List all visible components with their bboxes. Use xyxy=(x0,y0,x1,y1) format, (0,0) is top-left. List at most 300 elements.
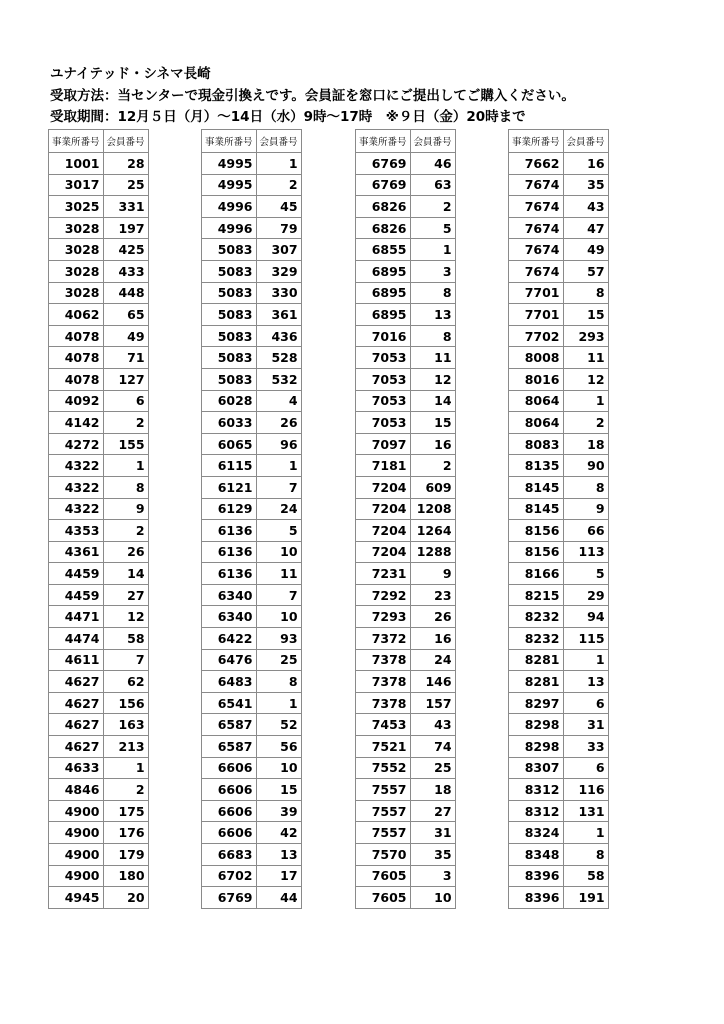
member-number-cell: 18 xyxy=(563,433,608,455)
member-number-cell: 96 xyxy=(256,433,301,455)
office-number-cell: 7557 xyxy=(356,779,411,801)
table-row xyxy=(202,800,302,822)
office-number-cell: 6769 xyxy=(202,887,257,909)
member-number-cell: 8 xyxy=(563,282,608,304)
table-row xyxy=(356,563,456,585)
member-table-3 xyxy=(355,129,456,909)
office-number-cell: 7204 xyxy=(356,498,411,520)
table-row xyxy=(202,563,302,585)
office-number-cell: 6769 xyxy=(356,174,411,196)
table-row xyxy=(202,498,302,520)
member-number-cell: 10 xyxy=(256,757,301,779)
member-number-cell: 25 xyxy=(410,757,455,779)
table-row xyxy=(202,412,302,434)
office-number-cell: 6587 xyxy=(202,736,257,758)
member-number-cell: 329 xyxy=(256,260,301,282)
table-row xyxy=(509,153,609,175)
office-number-cell: 7702 xyxy=(509,325,564,347)
office-number-cell: 4078 xyxy=(49,368,104,390)
office-number-cell: 6340 xyxy=(202,606,257,628)
table-row xyxy=(49,412,149,434)
member-number-cell: 7 xyxy=(103,649,148,671)
table-row xyxy=(356,736,456,758)
office-number-cell: 7097 xyxy=(356,433,411,455)
table-row xyxy=(202,844,302,866)
office-number-cell: 6769 xyxy=(356,153,411,175)
member-number-cell: 12 xyxy=(563,368,608,390)
member-number-cell: 42 xyxy=(256,822,301,844)
office-number-cell: 4353 xyxy=(49,520,104,542)
pickup-method: 受取方法：当センターで現金引換えです。会員証を窓口にご提出してご購入ください。 xyxy=(50,87,575,104)
office-number-cell: 7204 xyxy=(356,541,411,563)
member-number-cell: 63 xyxy=(410,174,455,196)
member-number-cell: 448 xyxy=(103,282,148,304)
office-number-cell: 8145 xyxy=(509,498,564,520)
table-row xyxy=(49,865,149,887)
table-row xyxy=(509,368,609,390)
member-number-cell: 2 xyxy=(410,455,455,477)
member-number-header: 会員番号 xyxy=(563,130,608,153)
table-row xyxy=(49,239,149,261)
table-row xyxy=(509,282,609,304)
office-number-cell: 8156 xyxy=(509,520,564,542)
table-row xyxy=(356,325,456,347)
member-number-cell: 425 xyxy=(103,239,148,261)
table-row xyxy=(509,520,609,542)
office-number-cell: 7674 xyxy=(509,217,564,239)
member-number-header: 会員番号 xyxy=(103,130,148,153)
table-row xyxy=(202,455,302,477)
table-row xyxy=(356,455,456,477)
table-row xyxy=(356,584,456,606)
table-row xyxy=(509,304,609,326)
member-number-cell: 8 xyxy=(563,844,608,866)
office-number-cell: 8396 xyxy=(509,865,564,887)
office-number-cell: 5083 xyxy=(202,239,257,261)
member-number-cell: 18 xyxy=(410,779,455,801)
table-row xyxy=(49,476,149,498)
office-number-cell: 4900 xyxy=(49,844,104,866)
member-number-cell: 436 xyxy=(256,325,301,347)
table-row xyxy=(356,433,456,455)
office-number-cell: 8008 xyxy=(509,347,564,369)
table-row xyxy=(202,606,302,628)
office-number-cell: 4092 xyxy=(49,390,104,412)
table-row xyxy=(509,433,609,455)
member-number-cell: 13 xyxy=(563,671,608,693)
table-row xyxy=(356,153,456,175)
member-number-cell: 28 xyxy=(103,153,148,175)
office-number-cell: 4471 xyxy=(49,606,104,628)
office-number-cell: 3028 xyxy=(49,239,104,261)
table-row xyxy=(356,368,456,390)
table-row xyxy=(356,692,456,714)
table-row xyxy=(509,779,609,801)
table-row xyxy=(356,390,456,412)
office-number-cell: 8156 xyxy=(509,541,564,563)
member-number-cell: 1208 xyxy=(410,498,455,520)
member-number-cell: 115 xyxy=(563,628,608,650)
member-number-cell: 45 xyxy=(256,196,301,218)
member-number-cell: 1 xyxy=(256,153,301,175)
office-number-cell: 5083 xyxy=(202,347,257,369)
table-row xyxy=(202,584,302,606)
table-row xyxy=(509,325,609,347)
table-row xyxy=(356,628,456,650)
office-number-cell: 6121 xyxy=(202,476,257,498)
member-number-cell: 13 xyxy=(256,844,301,866)
office-number-cell: 7521 xyxy=(356,736,411,758)
office-number-cell: 8232 xyxy=(509,628,564,650)
member-number-cell: 1 xyxy=(256,455,301,477)
member-number-cell: 35 xyxy=(563,174,608,196)
office-number-cell: 3028 xyxy=(49,217,104,239)
member-number-cell: 14 xyxy=(410,390,455,412)
member-number-cell: 20 xyxy=(103,887,148,909)
member-number-cell: 175 xyxy=(103,800,148,822)
office-number-cell: 7372 xyxy=(356,628,411,650)
office-number-cell: 4627 xyxy=(49,714,104,736)
member-number-cell: 39 xyxy=(256,800,301,822)
member-number-cell: 155 xyxy=(103,433,148,455)
office-number-cell: 6702 xyxy=(202,865,257,887)
member-number-cell: 90 xyxy=(563,455,608,477)
member-number-cell: 9 xyxy=(563,498,608,520)
table-row xyxy=(356,844,456,866)
member-number-cell: 361 xyxy=(256,304,301,326)
table-header-row xyxy=(202,130,302,153)
office-number-cell: 8297 xyxy=(509,692,564,714)
table-row xyxy=(202,692,302,714)
office-number-cell: 4627 xyxy=(49,692,104,714)
table-row xyxy=(509,800,609,822)
member-number-cell: 58 xyxy=(563,865,608,887)
member-number-cell: 146 xyxy=(410,671,455,693)
member-number-cell: 2 xyxy=(256,174,301,196)
member-number-cell: 15 xyxy=(563,304,608,326)
table-row xyxy=(509,174,609,196)
member-number-cell: 433 xyxy=(103,260,148,282)
table-row xyxy=(202,304,302,326)
office-number-header: 事業所番号 xyxy=(202,130,257,153)
office-number-cell: 8298 xyxy=(509,714,564,736)
member-number-cell: 16 xyxy=(410,433,455,455)
member-number-cell: 8 xyxy=(410,282,455,304)
table-row xyxy=(356,541,456,563)
office-number-cell: 6683 xyxy=(202,844,257,866)
table-row xyxy=(49,282,149,304)
table-header-row xyxy=(49,130,149,153)
office-number-cell: 8215 xyxy=(509,584,564,606)
member-number-cell: 113 xyxy=(563,541,608,563)
member-number-cell: 11 xyxy=(563,347,608,369)
office-number-cell: 7293 xyxy=(356,606,411,628)
table-row xyxy=(202,714,302,736)
office-number-cell: 7378 xyxy=(356,692,411,714)
member-number-cell: 79 xyxy=(256,217,301,239)
table-row xyxy=(509,757,609,779)
office-number-cell: 3017 xyxy=(49,174,104,196)
table-row xyxy=(49,800,149,822)
office-number-cell: 8281 xyxy=(509,671,564,693)
member-number-cell: 1 xyxy=(410,239,455,261)
office-number-cell: 5083 xyxy=(202,260,257,282)
member-number-cell: 157 xyxy=(410,692,455,714)
member-table-2 xyxy=(201,129,302,909)
member-number-cell: 7 xyxy=(256,584,301,606)
table-row xyxy=(509,412,609,434)
member-number-cell: 191 xyxy=(563,887,608,909)
office-number-cell: 8281 xyxy=(509,649,564,671)
office-number-cell: 8348 xyxy=(509,844,564,866)
table-row xyxy=(356,649,456,671)
header xyxy=(50,64,710,129)
office-number-cell: 4078 xyxy=(49,325,104,347)
table-row xyxy=(509,628,609,650)
table-row xyxy=(202,865,302,887)
office-number-cell: 8312 xyxy=(509,800,564,822)
office-number-cell: 7204 xyxy=(356,520,411,542)
table-row xyxy=(49,606,149,628)
member-table-4 xyxy=(508,129,609,909)
table-row xyxy=(356,412,456,434)
member-number-cell: 609 xyxy=(410,476,455,498)
member-number-cell: 49 xyxy=(103,325,148,347)
member-number-cell: 127 xyxy=(103,368,148,390)
office-number-cell: 4996 xyxy=(202,196,257,218)
table-row xyxy=(509,671,609,693)
table-row xyxy=(49,692,149,714)
member-number-cell: 8 xyxy=(256,671,301,693)
member-number-cell: 8 xyxy=(563,476,608,498)
table-row xyxy=(49,757,149,779)
office-number-cell: 6115 xyxy=(202,455,257,477)
office-number-cell: 8064 xyxy=(509,390,564,412)
member-number-cell: 2 xyxy=(563,412,608,434)
table-row xyxy=(202,649,302,671)
office-number-cell: 6028 xyxy=(202,390,257,412)
member-number-cell: 14 xyxy=(103,563,148,585)
office-number-cell: 4272 xyxy=(49,433,104,455)
table-row xyxy=(202,153,302,175)
table-row xyxy=(49,714,149,736)
table-row xyxy=(49,628,149,650)
office-number-cell: 6136 xyxy=(202,541,257,563)
table-header-row xyxy=(356,130,456,153)
office-number-cell: 7570 xyxy=(356,844,411,866)
member-number-cell: 25 xyxy=(256,649,301,671)
office-number-cell: 7292 xyxy=(356,584,411,606)
office-number-cell: 4062 xyxy=(49,304,104,326)
table-row xyxy=(509,217,609,239)
office-number-cell: 6476 xyxy=(202,649,257,671)
member-number-cell: 57 xyxy=(563,260,608,282)
member-number-cell: 293 xyxy=(563,325,608,347)
table-row xyxy=(509,347,609,369)
office-number-cell: 7701 xyxy=(509,282,564,304)
office-number-cell: 7181 xyxy=(356,455,411,477)
member-number-cell: 1 xyxy=(563,390,608,412)
member-number-cell: 307 xyxy=(256,239,301,261)
office-number-cell: 7605 xyxy=(356,887,411,909)
member-number-cell: 156 xyxy=(103,692,148,714)
table-row xyxy=(202,757,302,779)
cinema-name: ユナイテッド・シネマ長崎 xyxy=(50,66,211,82)
office-number-cell: 7557 xyxy=(356,800,411,822)
office-number-cell: 4995 xyxy=(202,174,257,196)
office-number-cell: 8307 xyxy=(509,757,564,779)
member-number-cell: 1288 xyxy=(410,541,455,563)
member-number-cell: 47 xyxy=(563,217,608,239)
table-row xyxy=(356,865,456,887)
office-number-cell: 8312 xyxy=(509,779,564,801)
member-number-cell: 5 xyxy=(410,217,455,239)
office-number-cell: 3025 xyxy=(49,196,104,218)
office-number-cell: 6606 xyxy=(202,757,257,779)
office-number-cell: 5083 xyxy=(202,368,257,390)
member-number-cell: 213 xyxy=(103,736,148,758)
office-number-cell: 6895 xyxy=(356,304,411,326)
table-row xyxy=(202,822,302,844)
member-number-cell: 24 xyxy=(410,649,455,671)
member-number-cell: 26 xyxy=(410,606,455,628)
table-row xyxy=(49,433,149,455)
member-number-cell: 163 xyxy=(103,714,148,736)
table-row xyxy=(356,304,456,326)
table-row xyxy=(202,671,302,693)
office-number-cell: 7016 xyxy=(356,325,411,347)
office-number-cell: 6606 xyxy=(202,822,257,844)
table-row xyxy=(202,541,302,563)
member-number-cell: 330 xyxy=(256,282,301,304)
member-number-cell: 5 xyxy=(563,563,608,585)
member-number-cell: 1 xyxy=(563,649,608,671)
table-row xyxy=(49,304,149,326)
office-number-cell: 6065 xyxy=(202,433,257,455)
office-number-cell: 8166 xyxy=(509,563,564,585)
office-number-cell: 4474 xyxy=(49,628,104,650)
office-number-cell: 5083 xyxy=(202,325,257,347)
member-number-cell: 2 xyxy=(103,520,148,542)
table-row xyxy=(49,325,149,347)
table-row xyxy=(356,196,456,218)
table-row xyxy=(509,844,609,866)
table-row xyxy=(356,757,456,779)
table-row xyxy=(356,887,456,909)
office-number-cell: 6606 xyxy=(202,800,257,822)
table-row xyxy=(49,196,149,218)
table-row xyxy=(49,260,149,282)
table-row xyxy=(49,563,149,585)
table-row xyxy=(202,520,302,542)
table-row xyxy=(202,282,302,304)
office-number-cell: 4900 xyxy=(49,800,104,822)
table-row xyxy=(509,498,609,520)
office-number-cell: 6895 xyxy=(356,282,411,304)
member-number-cell: 10 xyxy=(410,887,455,909)
table-row xyxy=(202,260,302,282)
member-number-cell: 5 xyxy=(256,520,301,542)
table-row xyxy=(202,433,302,455)
member-number-cell: 17 xyxy=(256,865,301,887)
member-number-cell: 15 xyxy=(256,779,301,801)
office-number-cell: 6033 xyxy=(202,412,257,434)
office-number-cell: 7378 xyxy=(356,649,411,671)
member-number-cell: 31 xyxy=(563,714,608,736)
member-number-cell: 52 xyxy=(256,714,301,736)
table-row xyxy=(356,606,456,628)
table-row xyxy=(49,844,149,866)
table-row xyxy=(202,347,302,369)
office-number-cell: 4078 xyxy=(49,347,104,369)
office-number-cell: 7557 xyxy=(356,822,411,844)
member-number-cell: 23 xyxy=(410,584,455,606)
member-number-cell: 15 xyxy=(410,412,455,434)
member-number-cell: 13 xyxy=(410,304,455,326)
table-row xyxy=(509,541,609,563)
office-number-cell: 4846 xyxy=(49,779,104,801)
office-number-cell: 6826 xyxy=(356,196,411,218)
office-number-cell: 6136 xyxy=(202,563,257,585)
member-number-cell: 179 xyxy=(103,844,148,866)
member-number-cell: 27 xyxy=(103,584,148,606)
office-number-cell: 7674 xyxy=(509,174,564,196)
member-number-cell: 26 xyxy=(256,412,301,434)
member-number-cell: 12 xyxy=(103,606,148,628)
office-number-cell: 8324 xyxy=(509,822,564,844)
member-table-1 xyxy=(48,129,149,909)
table-row xyxy=(356,347,456,369)
table-row xyxy=(202,368,302,390)
office-number-cell: 8298 xyxy=(509,736,564,758)
member-number-cell: 8 xyxy=(410,325,455,347)
member-number-cell: 56 xyxy=(256,736,301,758)
table-row xyxy=(509,822,609,844)
member-number-cell: 58 xyxy=(103,628,148,650)
table-row xyxy=(202,325,302,347)
office-number-cell: 7662 xyxy=(509,153,564,175)
member-number-cell: 29 xyxy=(563,584,608,606)
table-row xyxy=(49,153,149,175)
member-number-cell: 16 xyxy=(563,153,608,175)
office-number-cell: 7053 xyxy=(356,412,411,434)
table-row xyxy=(49,649,149,671)
table-row xyxy=(49,498,149,520)
member-number-cell: 94 xyxy=(563,606,608,628)
office-number-header: 事業所番号 xyxy=(356,130,411,153)
member-number-cell: 93 xyxy=(256,628,301,650)
office-number-cell: 4361 xyxy=(49,541,104,563)
table-row xyxy=(49,520,149,542)
office-number-cell: 4322 xyxy=(49,498,104,520)
member-number-cell: 2 xyxy=(103,779,148,801)
table-row xyxy=(509,606,609,628)
office-number-cell: 6826 xyxy=(356,217,411,239)
member-number-cell: 4 xyxy=(256,390,301,412)
member-number-cell: 1 xyxy=(103,455,148,477)
office-number-cell: 8145 xyxy=(509,476,564,498)
member-number-cell: 31 xyxy=(410,822,455,844)
office-number-cell: 8232 xyxy=(509,606,564,628)
table-row xyxy=(49,347,149,369)
table-row xyxy=(509,865,609,887)
table-row xyxy=(509,736,609,758)
member-number-cell: 7 xyxy=(256,476,301,498)
table-row xyxy=(202,476,302,498)
office-number-cell: 4459 xyxy=(49,584,104,606)
office-number-header: 事業所番号 xyxy=(49,130,104,153)
member-number-cell: 26 xyxy=(103,541,148,563)
